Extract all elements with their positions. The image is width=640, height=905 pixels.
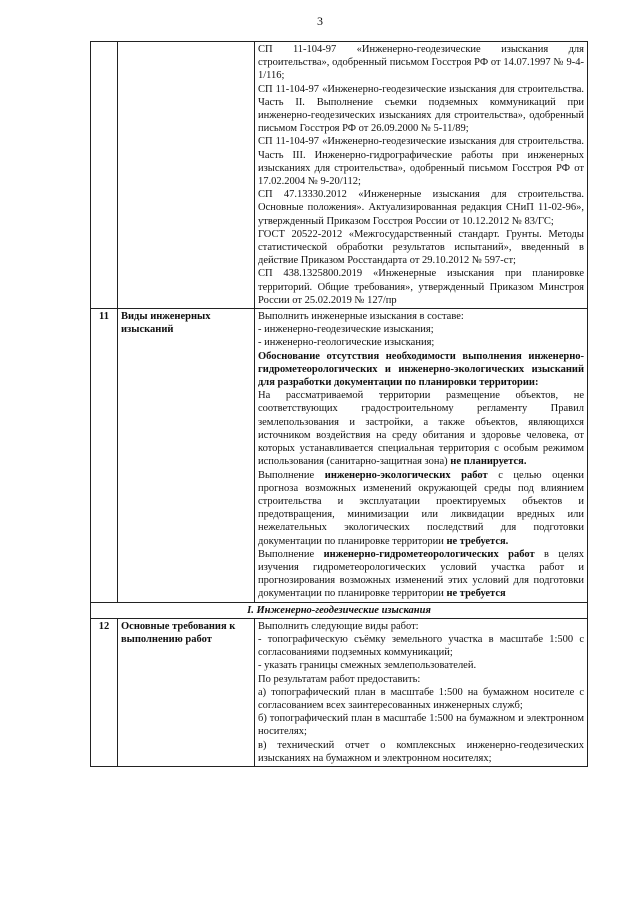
survey-type-item: - инженерно-геологические изыскания;: [258, 337, 435, 349]
row-title: Основные требования к выполнению работ: [118, 618, 255, 766]
survey-type-item: - инженерно-геодезические изыскания;: [258, 324, 434, 336]
deliverables-heading: По результатам работ предоставить:: [258, 673, 421, 685]
eco-paragraph: Выполнение инженерно-экологических работ с целью оценки прогноза возможных изменений окружающей среды под влиянием строительства и эксплуатации проектируемых объектов и предотвращения, минимизации или ликвидации вредных или нежелательных экологических последствий для подготовки документации по планировке территории не требуется.: [258, 469, 585, 547]
table-row-continuation: [91, 42, 588, 309]
deliverable-item: в) технический отчет о комплексных инженерно-геодезических изысканиях на бумажном и электронном носителях;: [258, 739, 584, 764]
requirements-table: [90, 41, 588, 767]
intro-text: Выполнить следующие виды работ:: [258, 620, 419, 632]
row-content: [255, 618, 588, 766]
page-number: 3: [317, 14, 323, 28]
row-number: 12: [91, 618, 118, 766]
work-item: - топографическую съёмку земельного участка в масштабе 1:500 с согласованиями подземных коммуникаций;: [258, 633, 584, 659]
intro-text: Выполнить инженерные изыскания в составе:: [258, 311, 464, 323]
section-header-row: [91, 602, 588, 618]
justification-heading: Обоснование отсутствия необходимости выполнения инженерно-гидрометеорологических и инженерно-экологических изысканий для разработки документации по планировки территории:: [258, 350, 584, 389]
work-item: - указать границы смежных землепользователей.: [258, 660, 477, 672]
deliverable-item: а) топографический план в масштабе 1:500 на бумажном носителе с согласованием всех заинтересованных инженерных служб;: [258, 686, 584, 711]
standard-item: СП 438.1325800.2019 «Инженерные изыскания при планировке территорий. Общие требования», утвержденный Приказом Минстроя России от 25.02.2019 № 127/пр: [258, 268, 584, 306]
table-row-12: [91, 618, 588, 766]
deliverable-item: б) топографический план в масштабе 1:500 на бумажном и электронном носителях;: [258, 713, 584, 738]
table-row-11: [91, 309, 588, 602]
standard-item: СП 11-104-97 «Инженерно-геодезические изыскания для строительства», одобренный письмом Госстроя РФ от 14.07.1997 № 9-4-1/116;: [258, 44, 584, 82]
standard-item: СП 47.13330.2012 «Инженерные изыскания для строительства. Основные положения». Актуализированная редакция СНиП 11-02-96», утвержденный Приказом Госстроя России от 10.12.2012 № 83/ГС;: [258, 189, 584, 227]
row-content: [255, 309, 588, 602]
cell-name-empty: [118, 42, 255, 309]
row-number: 11: [91, 309, 118, 602]
hydro-paragraph: Выполнение инженерно-гидрометеорологических работ в целях изучения гидрометеорологических условий участка работ и прогнозирования возможных изменений этих условий для подготовки документации по планировке территории не требуется: [258, 548, 584, 600]
standard-item: СП 11-104-97 «Инженерно-геодезические изыскания для строительства. Часть II. Выполнение съемки подземных коммуникаций при инженерно-геодезических изысканиях для строительства», одобренный письмом Госстроя РФ от 26.09.2000 № 5-11/89;: [258, 83, 584, 135]
cell-num-empty: [91, 42, 118, 309]
section-title: I. Инженерно-геодезические изыскания: [91, 602, 588, 618]
standard-item: СП 11-104-97 «Инженерно-геодезические изыскания для строительства. Часть III. Инженерно-гидрографические работы при инженерных изысканиях для строительства», одобренный письмом Госстроя РФ от 17.02.2004 № 9-20/112;: [258, 136, 584, 188]
cell-standards: [255, 42, 588, 309]
standard-item: ГОСТ 20522-2012 «Межгосударственный стандарт. Грунты. Методы статистической обработки результатов испытаний», введенный в действие Приказом Росстандарта от 29.10.2012 № 597-ст;: [258, 228, 584, 267]
territory-paragraph: На рассматриваемой территории размещение объектов, не соответствующих градостроительному регламенту Правил землепользования и застройки, а также объектов, являющихся источником воздействия на среду обитания и здоровье человека, от которых устанавливается специальная территория с особым режимом использования (санитарно-защитная зона) не планируется.: [258, 390, 584, 468]
row-title: Виды инженерных изысканий: [118, 309, 255, 602]
